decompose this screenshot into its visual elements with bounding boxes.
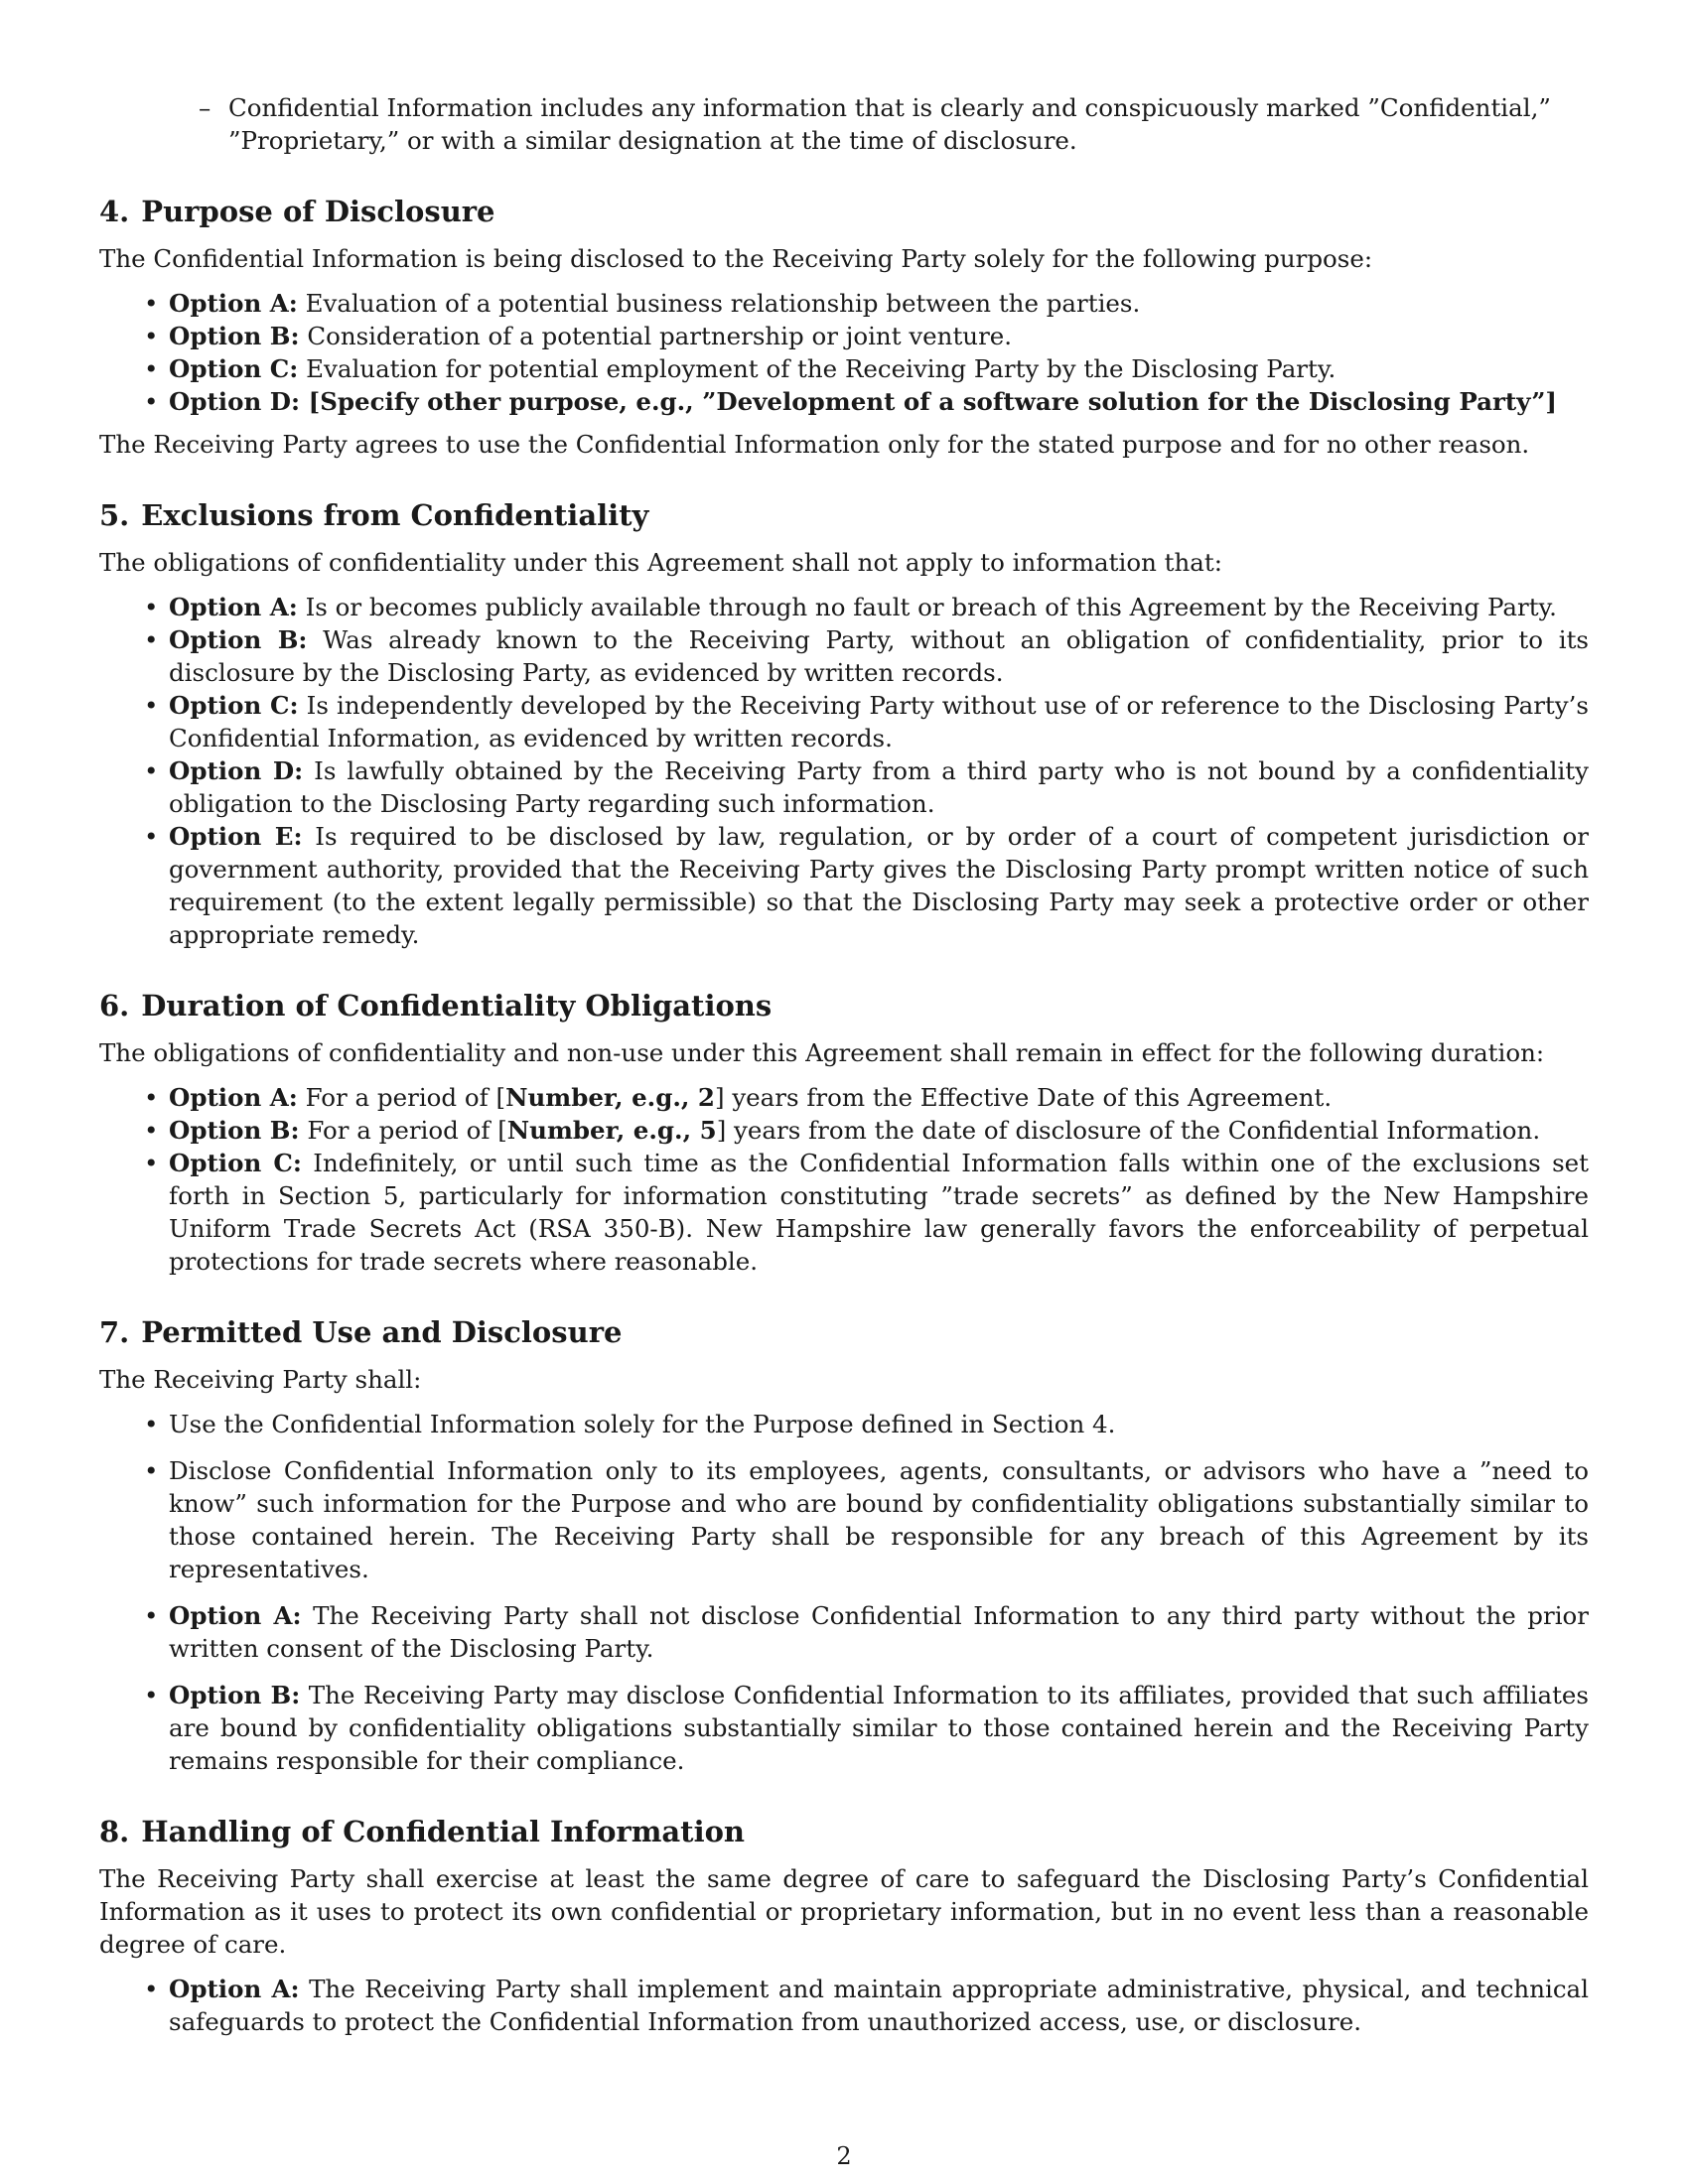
option-label: Option E: <box>169 822 303 851</box>
placeholder-text: Number, e.g., 2 <box>505 1083 715 1112</box>
list-item <box>169 1973 1589 2038</box>
list-item <box>169 754 1589 820</box>
list-item <box>169 385 1589 418</box>
list-item <box>169 287 1589 320</box>
section-7-options <box>99 1408 1589 1777</box>
item-text: Confidential Information includes any information that is clearly and conspicuously marked ”Confidential,” ”Proprietary,” or with a similar designation at the time of disclosure. <box>228 93 1551 155</box>
section-6-options <box>99 1081 1589 1278</box>
list-item <box>169 1081 1589 1114</box>
option-text: Indefinitely, or until such time as the Confidential Information falls within one of the exclusions set forth in Section 5, particularly for information constituting ”trade secrets” as defined by the New Hampshire Uniform Trade Secrets Act (RSA 350-B). New Hampshire law generally favors the enforceability of perpetual protections for trade secrets where reasonable. <box>169 1149 1589 1276</box>
list-item <box>169 320 1589 352</box>
option-label: Option A: <box>169 593 298 621</box>
option-label: Option B: <box>169 1116 300 1145</box>
option-text: Evaluation for potential employment of the Receiving Party by the Disclosing Party. <box>298 354 1336 383</box>
section-8-heading <box>99 1813 1589 1850</box>
option-label: Option A: <box>169 289 298 318</box>
list-item <box>169 689 1589 754</box>
section-5-heading <box>99 496 1589 534</box>
section-number: 4. <box>99 195 130 228</box>
list-item <box>169 820 1589 951</box>
option-label: Option B: <box>169 1681 301 1709</box>
list-item <box>169 591 1589 623</box>
list-item <box>169 1408 1589 1440</box>
section-6-intro: The obligations of confidentiality and non-use under this Agreement shall remain in effect for the following duration: <box>99 1038 1545 1067</box>
document-page <box>99 91 1589 2038</box>
option-text: Consideration of a potential partnership or joint venture. <box>299 322 1013 350</box>
list-item <box>169 352 1589 385</box>
option-text: The Receiving Party shall not disclose Confidential Information to any third party without the prior written consent of the Disclosing Party. <box>169 1601 1589 1663</box>
option-text: Is required to be disclosed by law, regulation, or by order of a court of competent jurisdiction or government authority, provided that the Receiving Party gives the Disclosing Party prompt written notice of such requirement (to the extent legally permissible) so that the Disclosing Party may seek a protective order or other appropriate remedy. <box>169 822 1590 949</box>
section-5-options <box>99 591 1589 951</box>
option-label: Option B: <box>169 625 308 654</box>
section-5-intro: The obligations of confidentiality under this Agreement shall not apply to information that: <box>99 548 1222 577</box>
section-4-options <box>99 287 1589 418</box>
section-4-intro: The Confidential Information is being disclosed to the Receiving Party solely for the following purpose: <box>99 244 1373 273</box>
section-4-closing: The Receiving Party agrees to use the Confidential Information only for the stated purpose and for no other reason. <box>99 430 1530 459</box>
option-text: Is independently developed by the Receiving Party without use of or reference to the Disclosing Party’s Confidential Information, as evidenced by written records. <box>169 691 1589 752</box>
section-number: 5. <box>99 498 130 532</box>
option-text: For a period of [ <box>299 1116 507 1145</box>
option-label: Option D: <box>169 756 304 785</box>
list-item <box>228 91 1589 157</box>
list-item <box>169 623 1589 689</box>
option-label: Option D: <box>169 387 301 416</box>
section-title: Handling of Confidential Information <box>141 1815 746 1848</box>
section-number: 6. <box>99 989 130 1023</box>
item-text: Disclose Confidential Information only to its employees, agents, consultants, or advisors who have a ”need to know” such information for the Purpose and who are bound by confidentiality obligations substantially similar to those contained herein. The Receiving Party shall be responsible for any breach of this Agreement by its representatives. <box>169 1456 1589 1583</box>
section-title: Exclusions from Confidentiality <box>141 498 649 532</box>
option-label: Option C: <box>169 354 299 383</box>
list-item <box>169 1679 1589 1777</box>
option-text: Is lawfully obtained by the Receiving Party from a third party who is not bound by a confidentiality obligation to the Disclosing Party regarding such information. <box>169 756 1589 818</box>
section-4-heading <box>99 193 1589 230</box>
section-number: 7. <box>99 1315 130 1349</box>
section-8-intro: The Receiving Party shall exercise at least the same degree of care to safeguard the Disclosing Party’s Confidential Information as it uses to protect its own confidential or proprietary information, but in no event less than a reasonable degree of care. <box>99 1864 1589 1959</box>
option-text: The Receiving Party shall implement and maintain appropriate administrative, physical, and technical safeguards to protect the Confidential Information from unauthorized access, use, or disclosure. <box>169 1975 1589 2036</box>
list-item <box>169 1454 1589 1585</box>
section-8-options <box>99 1973 1589 2038</box>
option-text: ] years from the date of disclosure of the Confidential Information. <box>716 1116 1541 1145</box>
list-item <box>169 1147 1589 1278</box>
section-number: 8. <box>99 1815 130 1848</box>
section-7-intro: The Receiving Party shall: <box>99 1365 422 1394</box>
list-item <box>169 1599 1589 1665</box>
option-text: For a period of [ <box>297 1083 506 1112</box>
option-label: Option C: <box>169 691 299 720</box>
placeholder-text: Number, e.g., 5 <box>506 1116 717 1145</box>
option-text: The Receiving Party may disclose Confidential Information to its affiliates, provided that such affiliates are bound by confidentiality obligations substantially similar to those contained herein and the Receiving Party remains responsible for their compliance. <box>169 1681 1589 1775</box>
page-number: 2 <box>836 2142 852 2170</box>
option-label: Option A: <box>169 1083 298 1112</box>
section-title: Permitted Use and Disclosure <box>141 1315 623 1349</box>
option-label: Option C: <box>169 1149 302 1177</box>
option-text: ] years from the Effective Date of this Agreement. <box>714 1083 1333 1112</box>
intro-dash-list <box>228 91 1589 157</box>
option-text: Evaluation of a potential business relationship between the parties. <box>297 289 1141 318</box>
option-label: Option A: <box>169 1975 300 2003</box>
section-title: Duration of Confidentiality Obligations <box>141 989 773 1023</box>
item-text: Use the Confidential Information solely for the Purpose defined in Section 4. <box>169 1410 1116 1438</box>
section-6-heading <box>99 987 1589 1024</box>
option-text: [Specify other purpose, e.g., ”Development of a software solution for the Disclosing Party”] <box>300 387 1558 416</box>
section-title: Purpose of Disclosure <box>141 195 495 228</box>
option-label: Option B: <box>169 322 300 350</box>
list-item <box>169 1114 1589 1147</box>
section-7-heading <box>99 1313 1589 1351</box>
option-label: Option A: <box>169 1601 302 1630</box>
option-text: Is or becomes publicly available through no fault or breach of this Agreement by the Receiving Party. <box>297 593 1557 621</box>
option-text: Was already known to the Receiving Party, without an obligation of confidentiality, prior to its disclosure by the Disclosing Party, as evidenced by written records. <box>169 625 1589 687</box>
